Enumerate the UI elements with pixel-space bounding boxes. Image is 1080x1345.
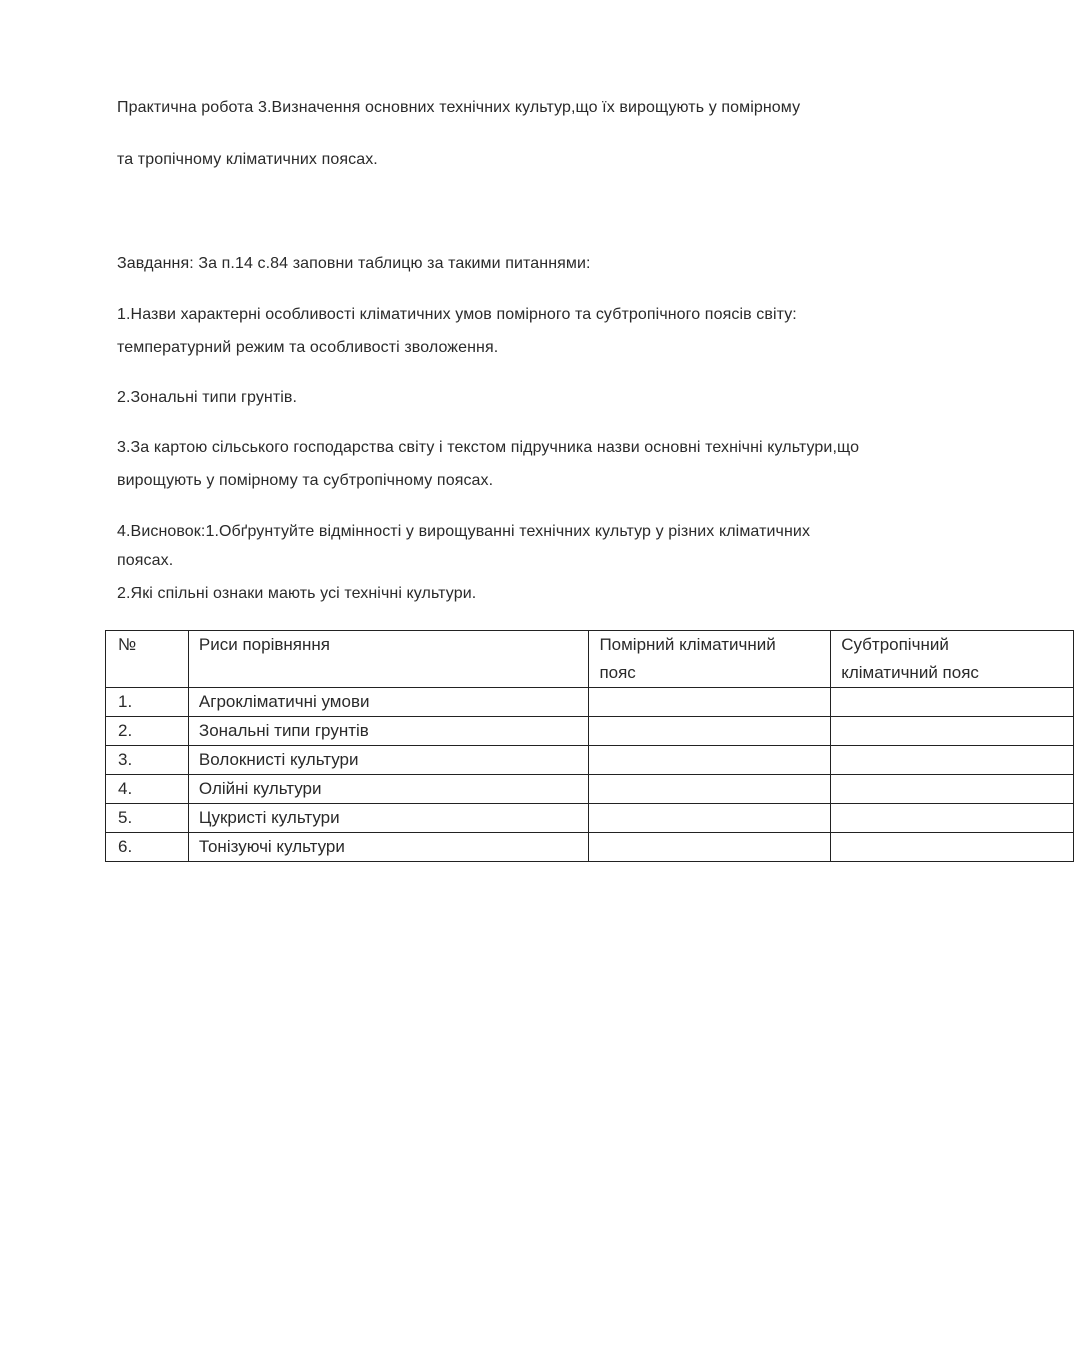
row-subtropical-cell[interactable]	[831, 775, 1074, 804]
row-temperate-cell[interactable]	[589, 688, 831, 717]
header-temperate-line-1: Помірний кліматичний	[599, 635, 776, 654]
header-subtropical-line-2: кліматичний пояс	[841, 663, 979, 682]
row-number: 6.	[106, 833, 189, 862]
table-row	[106, 688, 1074, 717]
table-header-row	[106, 631, 1074, 688]
table-row	[106, 775, 1074, 804]
task-intro: Завдання: За п.14 с.84 заповни таблицю за такими питаннями:	[117, 255, 591, 272]
header-feature: Риси порівняння	[188, 631, 589, 688]
row-feature: Тонізуючі культури	[188, 833, 589, 862]
title-line-2: та тропічному кліматичних поясах.	[117, 151, 378, 168]
row-subtropical-cell[interactable]	[831, 746, 1074, 775]
row-feature: Агрокліматичні умови	[188, 688, 589, 717]
header-subtropical	[831, 631, 1074, 688]
row-subtropical-cell[interactable]	[831, 804, 1074, 833]
row-number: 5.	[106, 804, 189, 833]
row-number: 2.	[106, 717, 189, 746]
question-3-line-2: вирощують у помірному та субтропічному поясах.	[117, 472, 494, 489]
question-4-line-2: поясах.	[117, 552, 174, 569]
header-temperate	[589, 631, 831, 688]
row-temperate-cell[interactable]	[589, 746, 831, 775]
table-row	[106, 833, 1074, 862]
header-temperate-line-2: пояс	[599, 663, 636, 682]
row-temperate-cell[interactable]	[589, 775, 831, 804]
table-row	[106, 717, 1074, 746]
question-4-line-1: 4.Висновок:1.Обґрунтуйте відмінності у вирощуванні технічних культур у різних кліматичних	[117, 523, 811, 540]
row-number: 1.	[106, 688, 189, 717]
row-temperate-cell[interactable]	[589, 804, 831, 833]
header-number: №	[106, 631, 189, 688]
row-temperate-cell[interactable]	[589, 717, 831, 746]
row-feature: Олійні культури	[188, 775, 589, 804]
title-line-1: Практична робота 3.Визначення основних технічних культур,що їх вирощують у помірному	[117, 99, 801, 116]
row-subtropical-cell[interactable]	[831, 717, 1074, 746]
question-2: 2.Зональні типи грунтів.	[117, 389, 298, 406]
question-4-line-3: 2.Які спільні ознаки мають усі технічні культури.	[117, 585, 477, 602]
header-subtropical-line-1: Субтропічний	[841, 635, 949, 654]
comparison-table	[105, 630, 1074, 862]
row-subtropical-cell[interactable]	[831, 688, 1074, 717]
row-number: 3.	[106, 746, 189, 775]
row-number: 4.	[106, 775, 189, 804]
table-row	[106, 746, 1074, 775]
question-1-line-1: 1.Назви характерні особливості кліматичних умов помірного та субтропічного поясів світу:	[117, 306, 797, 323]
row-subtropical-cell[interactable]	[831, 833, 1074, 862]
row-feature: Цукристі культури	[188, 804, 589, 833]
question-1-line-2: температурний режим та особливості зволоження.	[117, 339, 499, 356]
row-temperate-cell[interactable]	[589, 833, 831, 862]
table-row	[106, 804, 1074, 833]
row-feature: Волокнисті культури	[188, 746, 589, 775]
row-feature: Зональні типи грунтів	[188, 717, 589, 746]
question-3-line-1: 3.За картою сільського господарства світу і текстом підручника назви основні технічні культури,що	[117, 439, 860, 456]
